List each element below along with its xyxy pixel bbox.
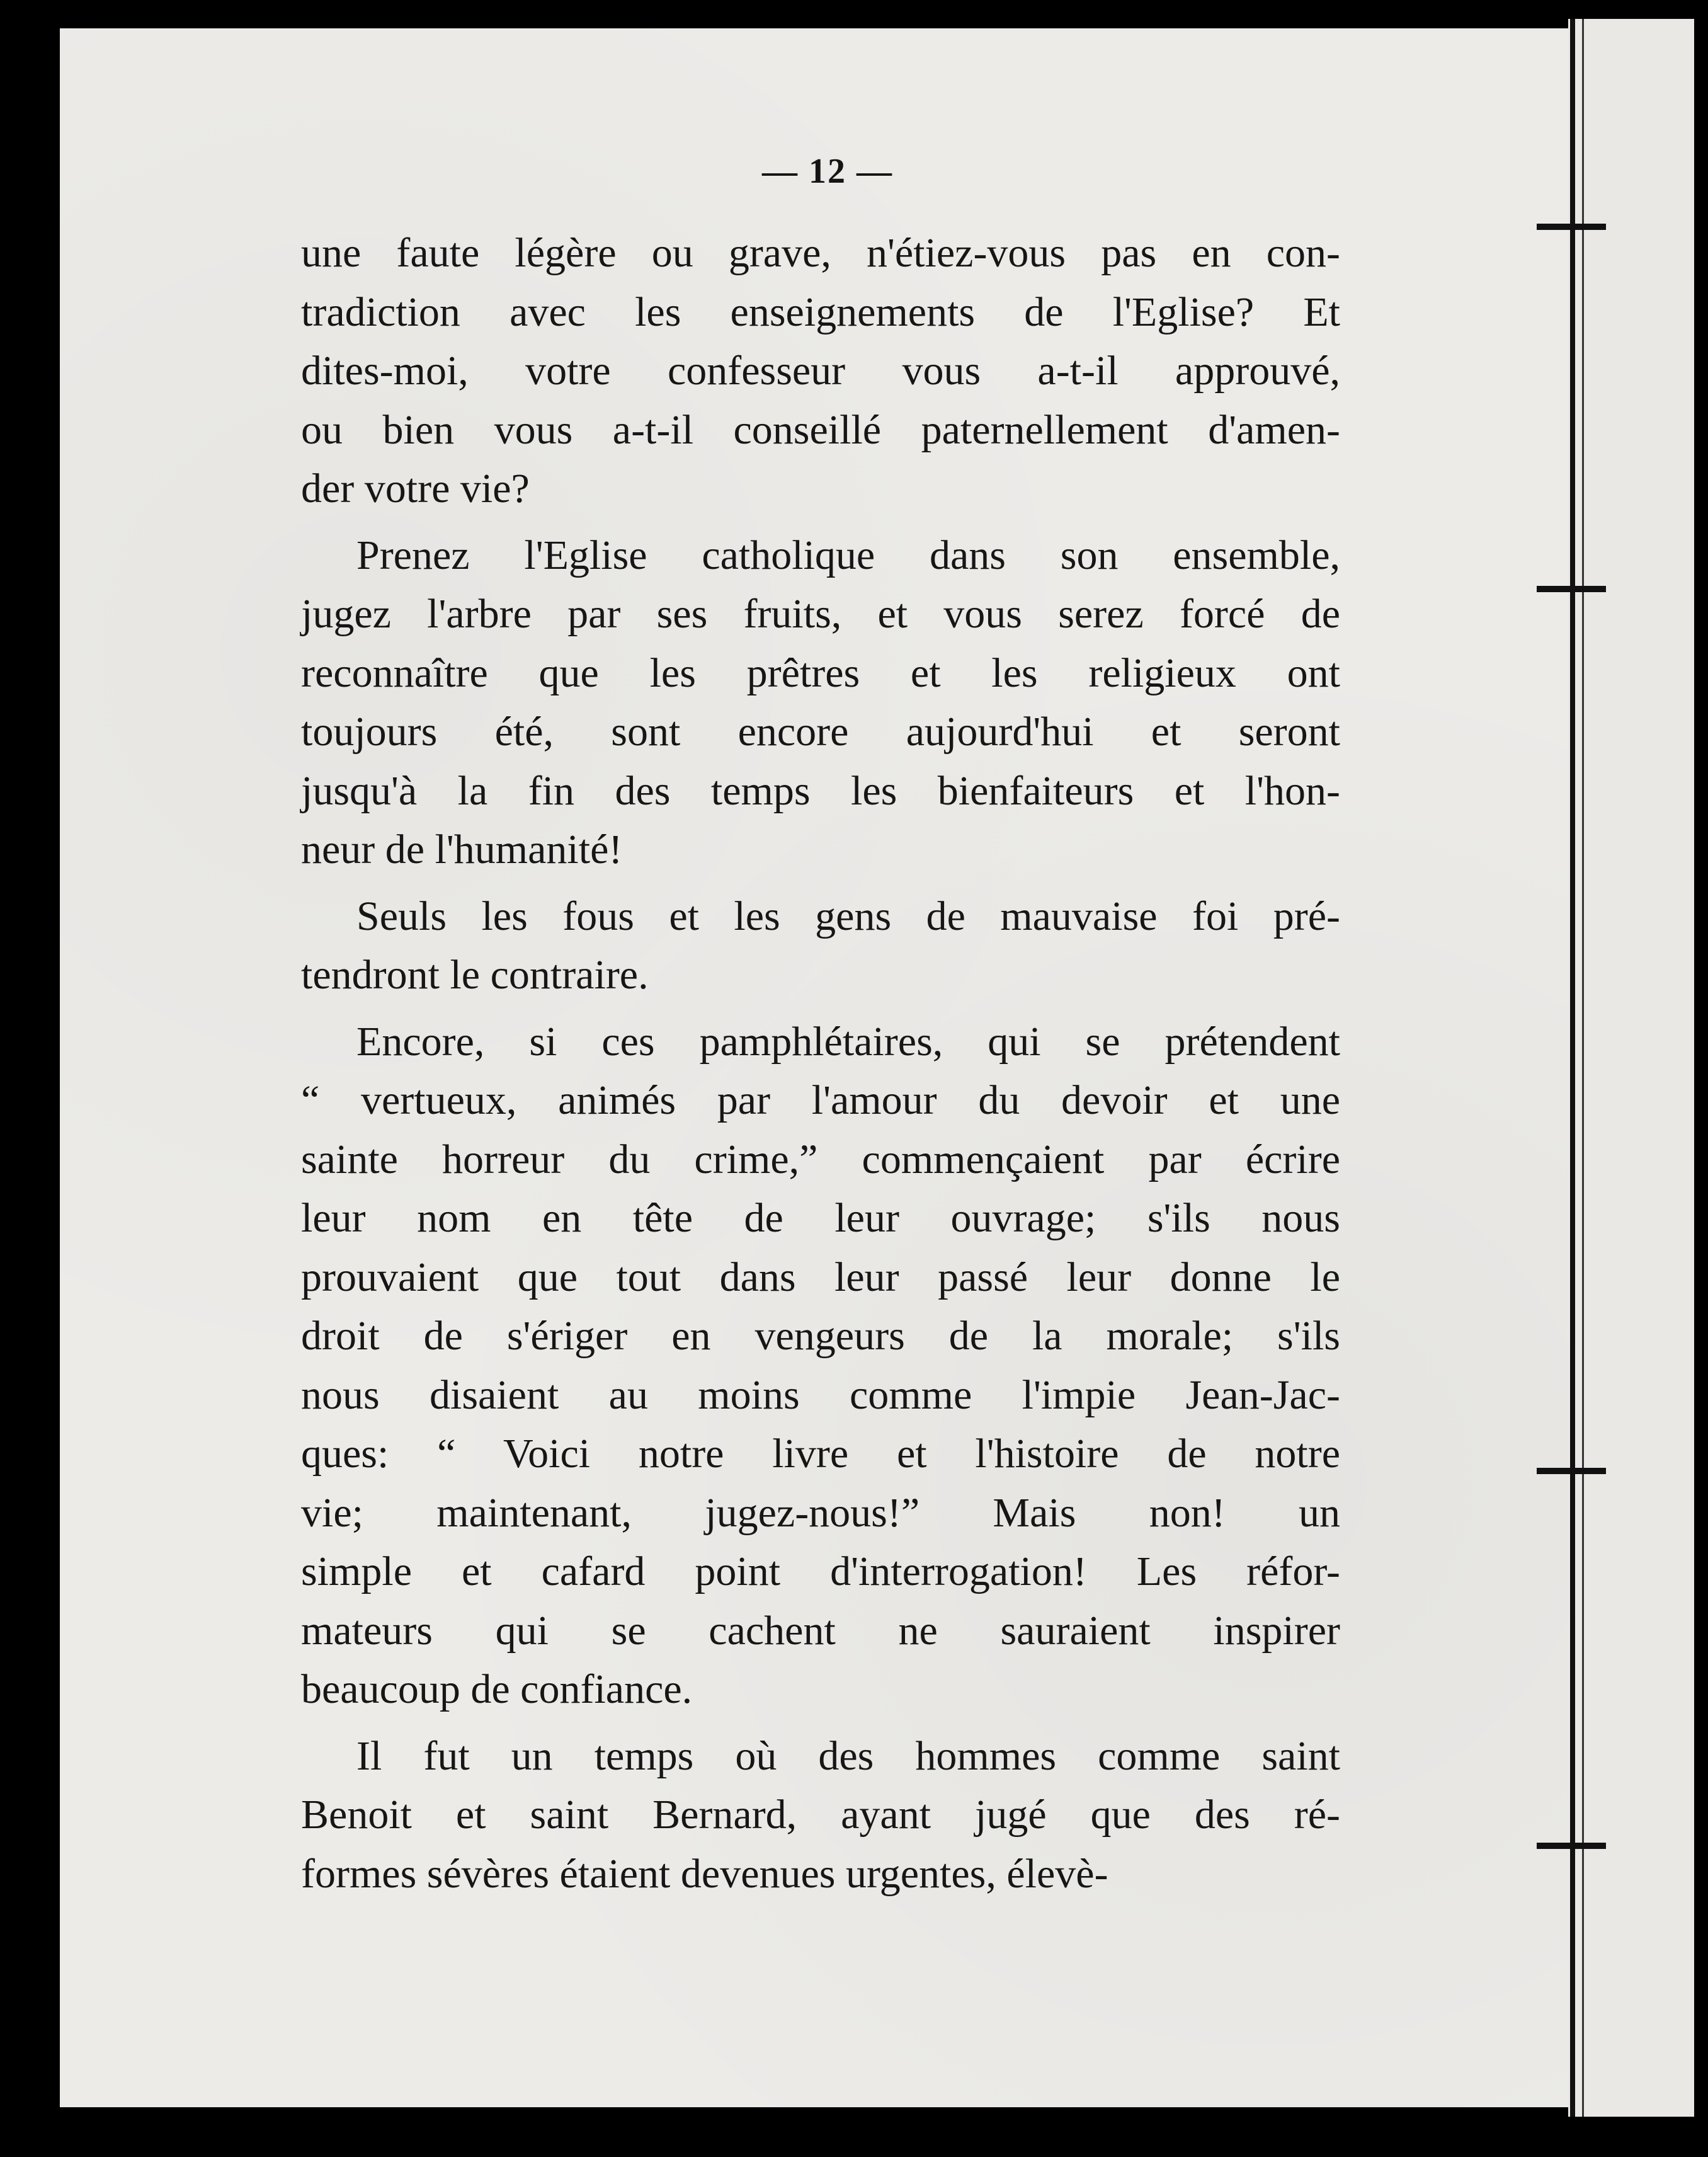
binding-line-inner [1582,19,1584,2117]
paragraph [301,887,1340,1005]
paragraph [301,1727,1340,1904]
text-line: nous disaient au moins comme l'impie Jean-Jac- [301,1371,1340,1418]
paragraph [301,526,1340,879]
binding-stitch [1537,224,1606,230]
binding-stitch [1537,1468,1606,1474]
text-line: Benoit et saint Bernard, ayant jugé que des ré- [301,1792,1340,1838]
next-page-edge [1568,19,1694,2117]
text-line: jusqu'à la fin des temps les bienfaiteurs et l'hon- [301,767,1340,814]
paragraph [301,1012,1340,1719]
text-line: “ vertueux, animés par l'amour du devoir et une [301,1077,1340,1123]
binding-stitch [1537,1843,1606,1849]
text-line: ou bien vous a-t-il conseillé paternellement d'amen- [301,406,1340,453]
text-line: jugez l'arbre par ses fruits, et vous serez forcé de [301,591,1340,637]
text-line: formes sévères étaient devenues urgentes, élevè- [301,1850,1108,1897]
text-line: tradiction avec les enseignements de l'Eglise? Et [301,289,1340,335]
text-line: beaucoup de confiance. [301,1666,693,1712]
text-line: dites-moi, votre confesseur vous a-t-il approuvé, [301,348,1340,394]
text-line: simple et cafard point d'interrogation! Les réfor- [301,1548,1340,1594]
text-line: sainte horreur du crime,” commençaient par écrire [301,1136,1340,1182]
text-line: tendront le contraire. [301,952,649,998]
body-text [301,224,1340,1911]
text-line: Prenez l'Eglise catholique dans son ensemble, [356,532,1340,578]
text-line: vie; maintenant, jugez-nous!” Mais non! un [301,1489,1340,1536]
text-line: der votre vie? [301,466,530,512]
binding-line [1570,19,1575,2117]
text-line: Encore, si ces pamphlétaires, qui se prétendent [356,1018,1340,1065]
text-line: leur nom en tête de leur ouvrage; s'ils nous [301,1195,1340,1241]
text-line: droit de s'ériger en vengeurs de la morale; s'ils [301,1313,1340,1359]
text-line: ques: “ Voici notre livre et l'histoire de notre [301,1431,1340,1477]
text-line: toujours été, sont encore aujourd'hui et seront [301,709,1340,755]
text-line: une faute légère ou grave, n'étiez-vous pas en con- [301,230,1340,276]
text-line: reconnaître que les prêtres et les religieux ont [301,649,1340,696]
text-line: mateurs qui se cachent ne sauraient inspirer [301,1607,1340,1654]
binding-stitch [1537,586,1606,592]
paragraph [301,224,1340,518]
text-line: Seuls les fous et les gens de mauvaise foi pré- [356,893,1340,939]
page-number: — 12 — [762,152,893,191]
text-line: Il fut un temps où des hommes comme saint [356,1732,1340,1779]
text-line: prouvaient que tout dans leur passé leur donne le [301,1254,1340,1300]
text-line: neur de l'humanité! [301,827,623,873]
